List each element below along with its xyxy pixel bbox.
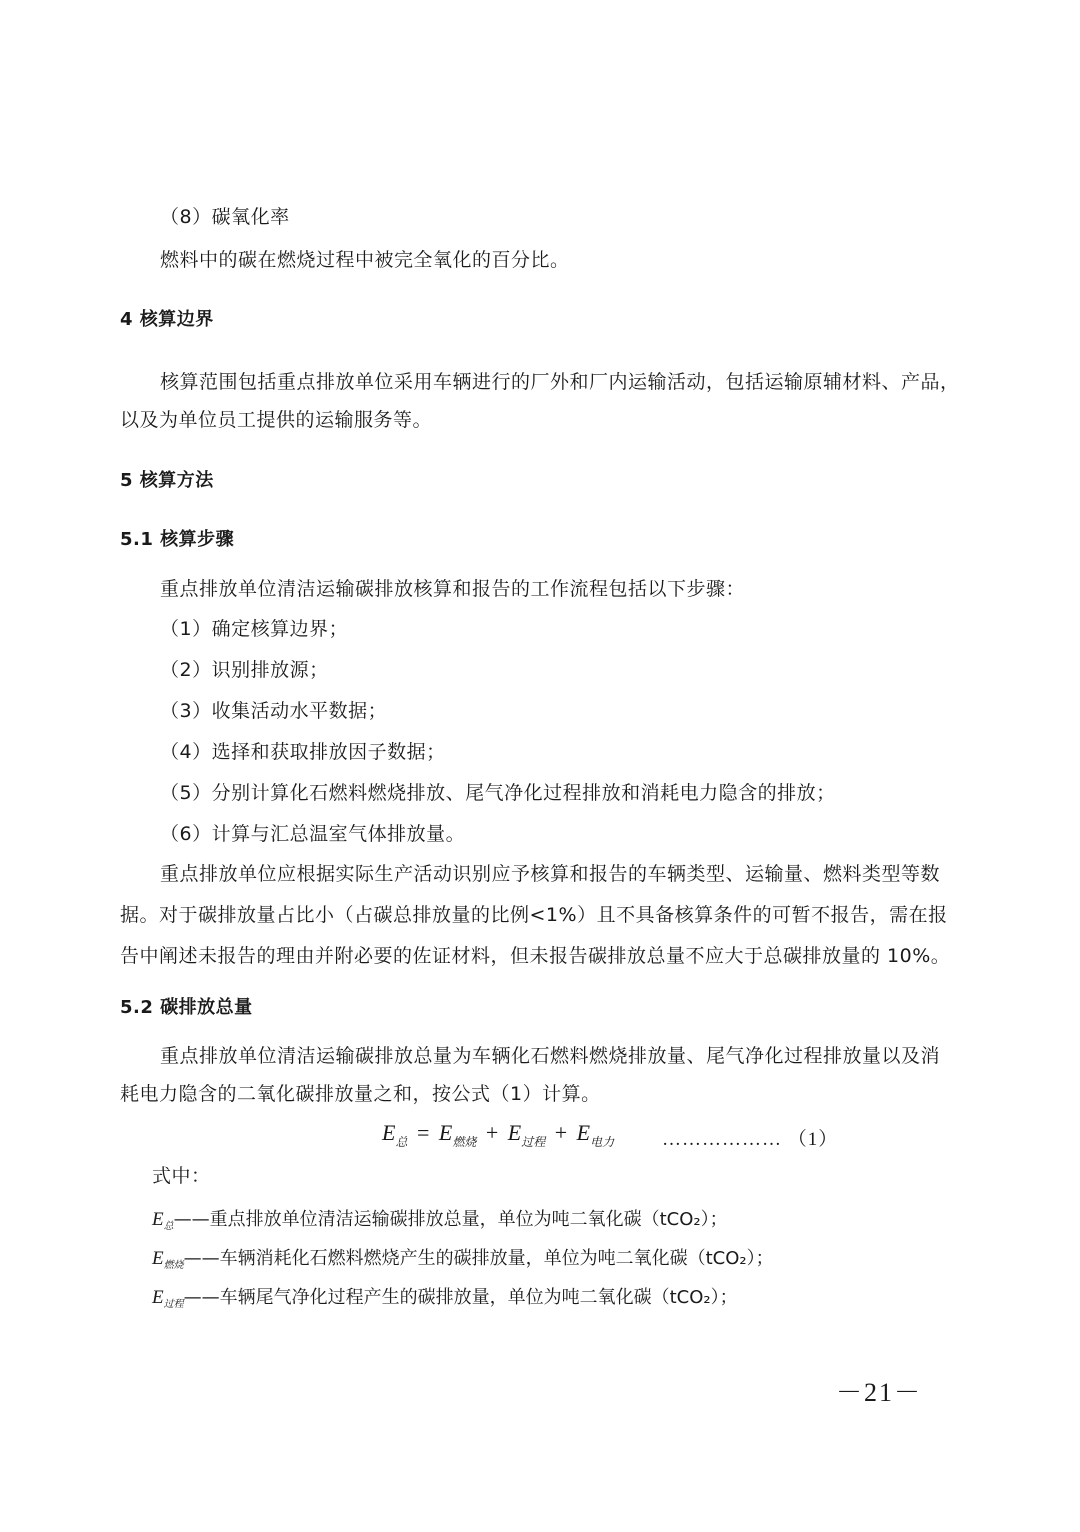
- item-8-title: （8）碳氧化率: [160, 206, 290, 228]
- formula-term-electricity: $E_{电力}$: [576, 1120, 615, 1149]
- definition-text: ——重点排放单位清洁运输碳排放总量，单位为吨二氧化碳（tCO₂）；: [173, 1209, 728, 1230]
- where-label: 式中：: [152, 1165, 211, 1187]
- definition-combustion: [152, 1245, 774, 1280]
- section-5-2-para-line-1: 重点排放单位清洁运输碳排放总量为车辆化石燃料燃烧排放量、尾气净化过程排放量以及消: [160, 1045, 941, 1067]
- section-4-heading: 4 核算边界: [120, 309, 214, 330]
- formula-number: ……………… （1）: [662, 1129, 839, 1150]
- formula-equals: =: [416, 1120, 430, 1145]
- definition-text: ——车辆消耗化石燃料燃烧产生的碳排放量，单位为吨二氧化碳（tCO₂）；: [183, 1248, 774, 1269]
- definition-symbol: $E_总$: [152, 1209, 174, 1232]
- formula-term-process: $E_{过程}$: [507, 1120, 546, 1149]
- section-4-para-line-2: 以及为单位员工提供的运输服务等。: [120, 409, 433, 431]
- step-item: （3）收集活动水平数据；: [160, 700, 388, 722]
- definition-symbol: $E_{过程}$: [152, 1287, 184, 1310]
- step-item: （6）计算与汇总温室气体排放量。: [160, 823, 466, 845]
- section-5-heading: 5 核算方法: [120, 470, 214, 491]
- step-item: （2）识别排放源；: [160, 659, 329, 681]
- definition-process: [152, 1284, 738, 1319]
- formula-lhs: $E_总$: [382, 1120, 408, 1149]
- definition-symbol: $E_{燃烧}$: [152, 1248, 184, 1271]
- section-4-para-line-1: 核算范围包括重点排放单位采用车辆进行的厂外和厂内运输活动，包括运输原辅材料、产品，: [160, 371, 960, 393]
- formula-term-combustion: $E_{燃烧}$: [438, 1120, 477, 1149]
- step-item: （1）确定核算边界；: [160, 618, 349, 640]
- section-5-1-para-line-3: 告中阐述未报告的理由并附必要的佐证材料，但未报告碳排放总量不应大于总碳排放量的 10%。: [120, 945, 951, 967]
- section-5-1-para-line-1: 重点排放单位应根据实际生产活动识别应予核算和报告的车辆类型、运输量、燃料类型等数: [160, 863, 941, 885]
- formula-plus: +: [554, 1120, 568, 1145]
- section-5-1-para-line-2: 据。对于碳排放量占比小（占碳总排放量的比例<1%）且不具备核算条件的可暂不报告，需在报: [120, 904, 948, 926]
- section-5-2-para-line-2: 耗电力隐含的二氧化碳排放量之和，按公式（1）计算。: [120, 1083, 601, 1105]
- step-item: （5）分别计算化石燃料燃烧排放、尾气净化过程排放和消耗电力隐含的排放；: [160, 782, 836, 804]
- item-8-text: 燃料中的碳在燃烧过程中被完全氧化的百分比。: [160, 249, 570, 271]
- step-item: （4）选择和获取排放因子数据；: [160, 741, 446, 763]
- formula-1: [382, 1120, 614, 1150]
- section-5-1-heading: 5.1 核算步骤: [120, 529, 235, 550]
- section-5-2-heading: 5.2 碳排放总量: [120, 997, 253, 1018]
- definition-text: ——车辆尾气净化过程产生的碳排放量，单位为吨二氧化碳（tCO₂）；: [183, 1287, 738, 1308]
- formula-plus: +: [485, 1120, 499, 1145]
- definition-total: [152, 1206, 728, 1241]
- page-number: －21－: [836, 1378, 923, 1407]
- section-5-1-intro: 重点排放单位清洁运输碳排放核算和报告的工作流程包括以下步骤：: [160, 578, 746, 600]
